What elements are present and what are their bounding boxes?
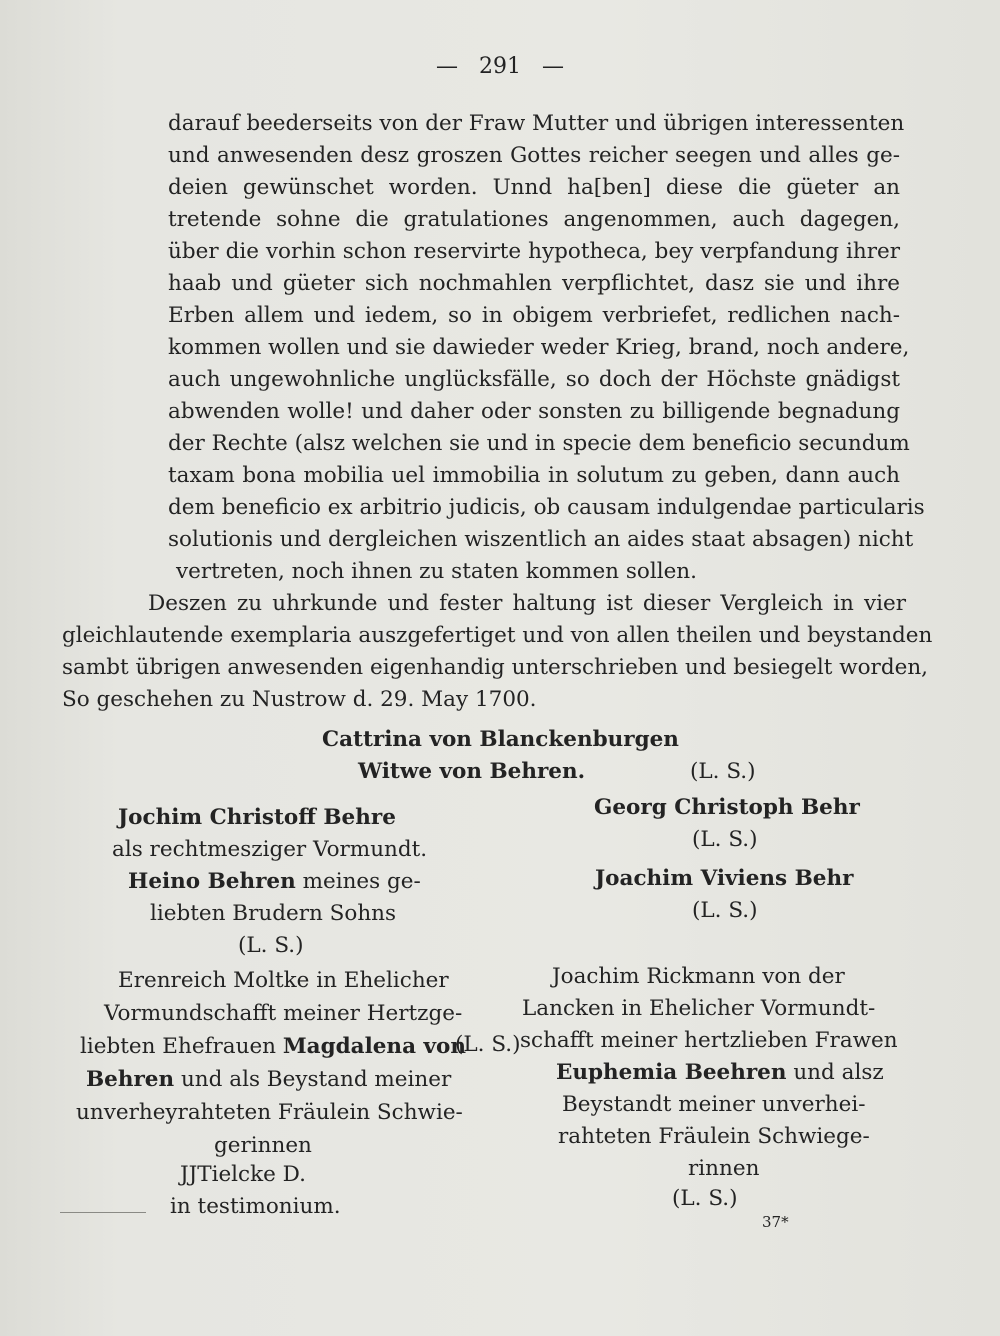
body-line: solutionis und dergleichen wiszentlich an aides staat absagen) nicht — [168, 527, 914, 552]
body-line: auch ungewohnliche unglücksfälle, so doch der Höchste gnädigst — [168, 367, 900, 392]
sheet-marker: 37* — [762, 1213, 789, 1231]
signature-erenreich-line4-text: und als Beystand meiner — [174, 1067, 452, 1092]
body-line: sambt übrigen anwesenden eigenhandig unterschrieben und besiegelt worden, — [62, 655, 928, 680]
body-line: vertreten, noch ihnen zu staten kommen sollen. — [176, 559, 697, 584]
body-line: gleichlautende exemplaria auszgefertiget und von allen theilen und beystanden — [62, 623, 933, 648]
body-line: So geschehen zu Nustrow d. 29. May 1700. — [62, 687, 537, 712]
body-line: Deszen zu uhrkunde und fester haltung ist dieser Vergleich in vier — [148, 591, 906, 616]
page-number: 291 — [479, 54, 521, 79]
footer-rule — [60, 1212, 146, 1213]
header-dash-right: — — [542, 54, 564, 79]
seal-heino: (L. S.) — [238, 933, 304, 958]
signature-tielcke-line2: in testimonium. — [170, 1194, 341, 1219]
signature-heino-name: Heino Behren — [128, 869, 296, 894]
seal-cattrina: (L. S.) — [690, 759, 756, 784]
header-dash-left: — — [436, 54, 458, 79]
signature-erenreich-line6: gerinnen — [214, 1133, 312, 1158]
signature-magdalena-name: Magdalena von — [282, 1034, 466, 1059]
body-line: Erben allem und iedem, so in obigem verbriefet, redlichen nach- — [168, 303, 900, 328]
signature-cattrina-line1: Cattrina von Blanckenburgen — [322, 727, 679, 752]
signature-cattrina-line2: Witwe von Behren. — [358, 759, 586, 784]
body-line: deien gewünschet worden. Unnd ha[ben] diese die güeter an — [168, 175, 900, 200]
signature-erenreich-line2: Vormundschafft meiner Hertzge- — [104, 1001, 463, 1026]
signature-joachim-viviens-name: Joachim Viviens Behr — [595, 866, 854, 891]
signature-erenreich-line5: unverheyrahteten Fräulein Schwie- — [76, 1100, 463, 1125]
body-line: der Rechte (alsz welchen sie und in specie dem beneficio secundum — [168, 431, 910, 456]
seal-joachim-viviens: (L. S.) — [692, 898, 758, 923]
body-line: dem beneficio ex arbitrio judicis, ob causam indulgendae particularis — [168, 495, 925, 520]
seal-georg: (L. S.) — [692, 827, 758, 852]
signature-erenreich-line1: Erenreich Moltke in Ehelicher — [118, 968, 449, 993]
signature-georg-name: Georg Christoph Behr — [594, 795, 860, 820]
body-line: kommen wollen und sie dawieder weder Krieg, brand, noch andere, — [168, 335, 910, 360]
signature-rickmann-line4 — [556, 1062, 884, 1084]
signature-rickmann-line1: Joachim Rickmann von der — [552, 964, 845, 989]
body-line: abwenden wolle! und daher oder sonsten zu billigende begnadung — [168, 399, 900, 424]
body-line: und anwesenden desz groszen Gottes reicher seegen und alles ge- — [168, 143, 900, 168]
body-line: tretende sohne die gratulationes angenommen, auch dagegen, — [168, 207, 900, 232]
signature-rickmann-line3: schafft meiner hertzlieben Frawen — [520, 1028, 898, 1053]
signature-jochim-name: Jochim Christoff Behre — [118, 805, 396, 830]
signature-rickmann-line4-text: und alsz — [786, 1060, 884, 1085]
signature-jochim-role: als rechtmesziger Vormundt. — [112, 837, 428, 862]
signature-euphemia-name: Euphemia Beehren — [556, 1060, 787, 1085]
signature-rickmann-line5: Beystandt meiner unverhei- — [562, 1092, 866, 1117]
page-header — [0, 54, 1000, 79]
seal-rickmann: (L. S.) — [672, 1186, 738, 1211]
body-line: über die vorhin schon reservirte hypotheca, bey verpfandung ihrer — [168, 239, 900, 264]
body-line: haab und güeter sich nochmahlen verpflichtet, dasz sie und ihre — [168, 271, 900, 296]
signature-heino-line2: liebten Brudern Sohns — [150, 901, 397, 926]
signature-heino-tail: meines ge- — [295, 869, 421, 894]
signature-behren-name: Behren — [86, 1067, 175, 1092]
signature-erenreich-line3-text: liebten Ehefrauen — [80, 1034, 283, 1059]
signature-rickmann-line2: Lancken in Ehelicher Vormundt- — [522, 996, 876, 1021]
signature-erenreich-line4 — [86, 1069, 451, 1091]
signature-rickmann-line7: rinnen — [688, 1156, 760, 1181]
signature-erenreich-line3 — [80, 1036, 466, 1058]
signature-tielcke-line1: JJTielcke D. — [180, 1162, 306, 1187]
signature-heino-line1 — [128, 871, 421, 893]
seal-middle: (L. S.) — [455, 1032, 521, 1057]
body-line: taxam bona mobilia uel immobilia in solutum zu geben, dann auch — [168, 463, 900, 488]
signature-rickmann-line6: rahteten Fräulein Schwiege- — [558, 1124, 870, 1149]
body-line: darauf beederseits von der Fraw Mutter und übrigen interessenten — [168, 111, 905, 136]
